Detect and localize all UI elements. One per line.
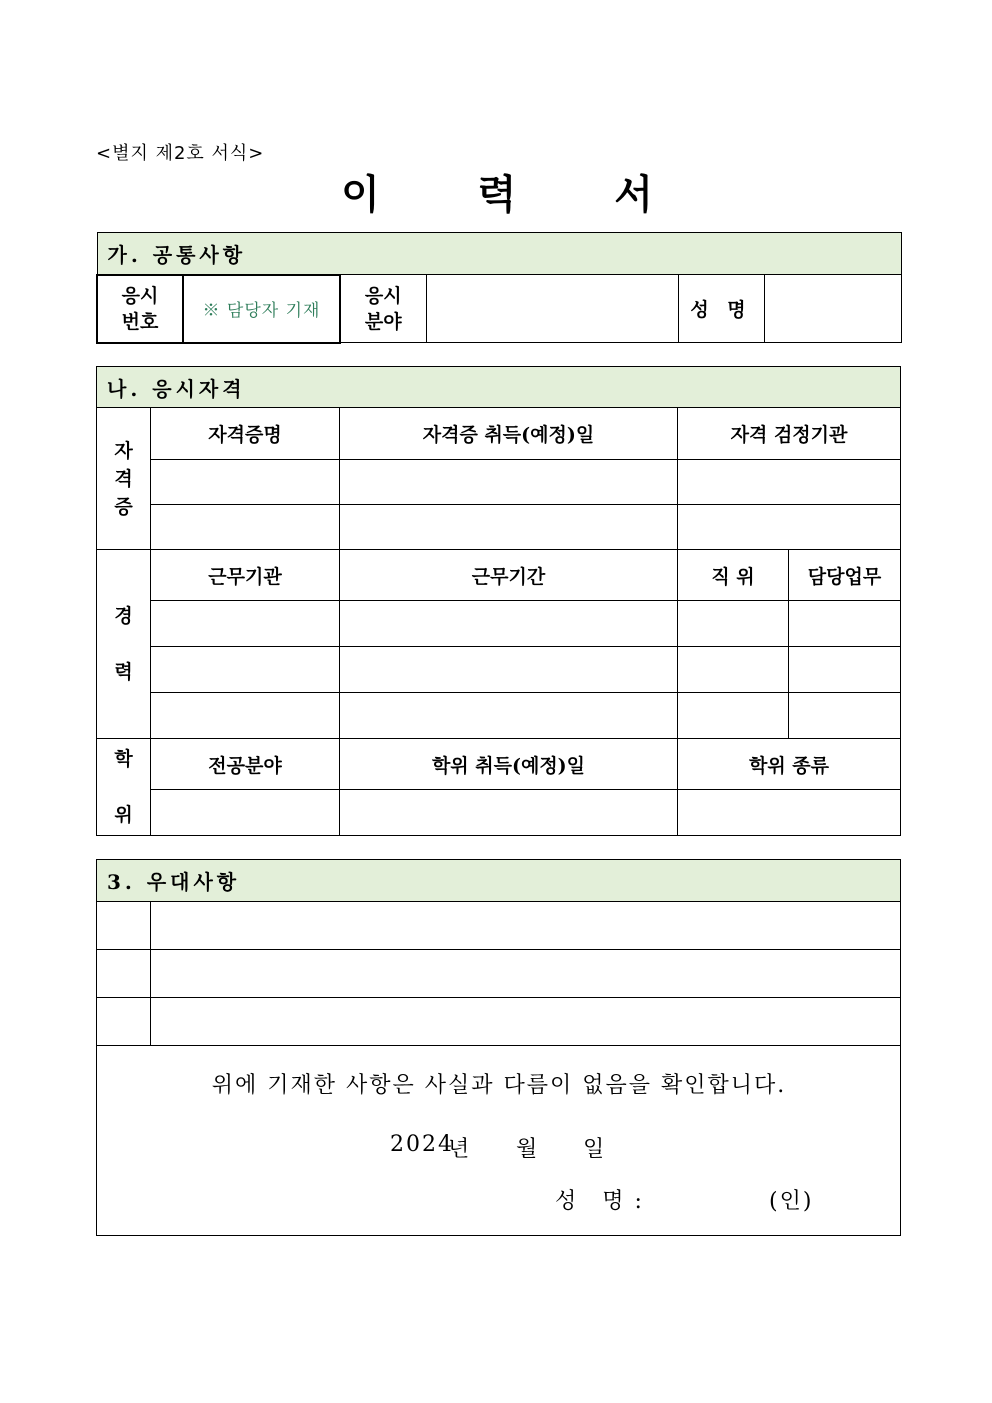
cert-header-name: 자격증명 xyxy=(151,408,340,460)
preference-content-cell[interactable] xyxy=(151,950,901,998)
career-org-cell[interactable] xyxy=(151,693,340,739)
career-position-cell[interactable] xyxy=(678,693,789,739)
career-header-duty: 담당업무 xyxy=(789,550,901,601)
declaration-seal: (인) xyxy=(769,1189,814,1214)
declaration-name-label: 성 명 : xyxy=(555,1189,644,1214)
declaration-year: 2024 xyxy=(390,1132,454,1157)
career-period-cell[interactable] xyxy=(340,647,678,693)
section-b-heading: 나. 응시자격 xyxy=(97,367,901,408)
degree-date-cell[interactable] xyxy=(340,790,678,836)
preference-content-cell[interactable] xyxy=(151,902,901,950)
cert-side-label: 자 격 증 xyxy=(97,408,151,550)
preference-content-cell[interactable] xyxy=(151,998,901,1046)
document-title: 이 력 서 xyxy=(341,172,655,218)
exam-number-label: 응시 번호 xyxy=(97,275,183,343)
career-header-period: 근무기간 xyxy=(340,550,678,601)
cert-name-cell[interactable] xyxy=(151,505,340,550)
career-side-label: 경 력 xyxy=(97,550,151,739)
declaration-cell xyxy=(97,1046,901,1236)
section-c-heading: 3. 우대사항 xyxy=(97,860,901,902)
career-position-cell[interactable] xyxy=(678,647,789,693)
career-header-org: 근무기관 xyxy=(151,550,340,601)
field-input[interactable] xyxy=(426,275,678,343)
career-position-cell[interactable] xyxy=(678,601,789,647)
cert-header-date: 자격증 취득(예정)일 xyxy=(340,408,678,460)
declaration-year-unit: 년 xyxy=(448,1137,472,1162)
declaration-day-unit: 일 xyxy=(583,1137,607,1162)
career-org-cell[interactable] xyxy=(151,601,340,647)
degree-header-date: 학위 취득(예정)일 xyxy=(340,739,678,790)
cert-issuer-cell[interactable] xyxy=(678,460,901,505)
cert-header-issuer: 자격 검정기관 xyxy=(678,408,901,460)
cert-name-cell[interactable] xyxy=(151,460,340,505)
preference-number-cell[interactable] xyxy=(97,998,151,1046)
career-duty-cell[interactable] xyxy=(789,601,901,647)
qualification-table xyxy=(96,366,901,836)
degree-major-cell[interactable] xyxy=(151,790,340,836)
career-header-position: 직 위 xyxy=(678,550,789,601)
preference-number-cell[interactable] xyxy=(97,950,151,998)
declaration-month-unit: 월 xyxy=(516,1137,540,1162)
preference-table xyxy=(96,859,901,1236)
common-info-table xyxy=(96,232,902,344)
name-label: 성 명 xyxy=(678,275,764,343)
career-duty-cell[interactable] xyxy=(789,693,901,739)
career-duty-cell[interactable] xyxy=(789,647,901,693)
preference-number-cell[interactable] xyxy=(97,902,151,950)
degree-side-label: 학 위 xyxy=(97,739,151,836)
career-org-cell[interactable] xyxy=(151,647,340,693)
degree-header-type: 학위 종류 xyxy=(678,739,901,790)
cert-date-cell[interactable] xyxy=(340,505,678,550)
degree-header-major: 전공분야 xyxy=(151,739,340,790)
field-label: 응시 분야 xyxy=(340,275,426,343)
name-input[interactable] xyxy=(764,275,901,343)
career-period-cell[interactable] xyxy=(340,693,678,739)
cert-date-cell[interactable] xyxy=(340,460,678,505)
exam-number-note: ※ 담당자 기재 xyxy=(183,275,340,343)
declaration-statement: 위에 기재한 사항은 사실과 다름이 없음을 확인합니다. xyxy=(211,1073,787,1098)
cert-issuer-cell[interactable] xyxy=(678,505,901,550)
degree-type-cell[interactable] xyxy=(678,790,901,836)
form-number-label: <별지 제2호 서식> xyxy=(96,143,265,164)
section-a-heading: 가. 공통사항 xyxy=(97,233,901,275)
career-period-cell[interactable] xyxy=(340,601,678,647)
